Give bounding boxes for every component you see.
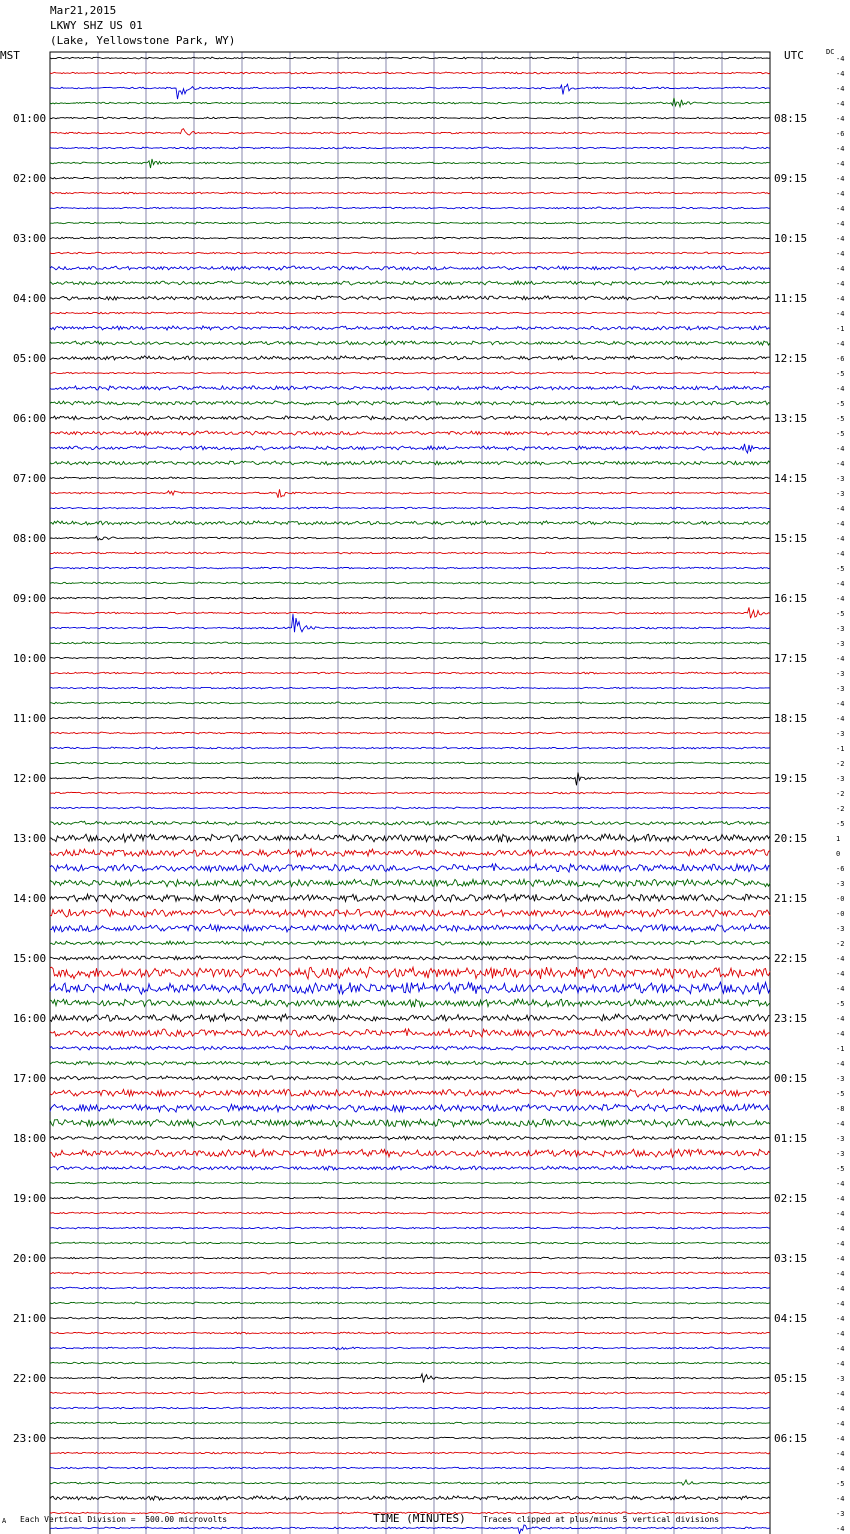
utc-hour-label: 15:15 — [774, 532, 808, 545]
dc-offset-label: -3 — [836, 730, 845, 738]
dc-offset-label: -5 — [836, 1000, 845, 1008]
dc-offset-label: -4 — [836, 145, 845, 153]
trace-row-7 — [50, 159, 770, 168]
utc-hour-label: 13:15 — [774, 412, 808, 425]
dc-offset-label: -4 — [836, 595, 845, 603]
utc-hour-label: 18:15 — [774, 712, 808, 725]
trace-row-0 — [50, 57, 770, 59]
trace-row-1 — [50, 72, 770, 74]
trace-row-41 — [50, 672, 770, 674]
dc-offset-label: -1 — [836, 745, 845, 753]
mst-hour-label: 20:00 — [13, 1252, 47, 1265]
trace-row-79 — [50, 1242, 770, 1244]
trace-row-51 — [50, 821, 770, 825]
trace-row-73 — [50, 1149, 770, 1157]
trace-row-53 — [50, 849, 770, 857]
trace-row-45 — [50, 732, 770, 734]
trace-row-46 — [50, 747, 770, 749]
trace-row-3 — [50, 98, 770, 107]
trace-row-31 — [50, 521, 770, 525]
dc-offset-label: -4 — [836, 1405, 845, 1413]
mst-hour-label: 18:00 — [13, 1132, 47, 1145]
trace-row-42 — [50, 687, 770, 689]
dc-offset-label: -5 — [836, 415, 845, 423]
dc-offset-label: -2 — [836, 805, 845, 813]
dc-offset-label: -4 — [836, 190, 845, 198]
dc-offset-label: -4 — [836, 550, 845, 558]
trace-row-92 — [50, 1437, 770, 1439]
dc-offset-label: -3 — [836, 490, 845, 498]
trace-row-67 — [50, 1061, 770, 1065]
dc-offset-label: -4 — [836, 1300, 845, 1308]
trace-row-70 — [50, 1104, 770, 1112]
dc-offset-label: -4 — [836, 1495, 845, 1503]
dc-offset-label: -3 — [836, 1135, 845, 1143]
trace-row-62 — [50, 982, 770, 994]
dc-offset-label: -4 — [836, 175, 845, 183]
trace-row-44 — [50, 717, 770, 719]
trace-row-6 — [50, 147, 770, 149]
mst-hour-label: 19:00 — [13, 1192, 47, 1205]
trace-row-61 — [50, 967, 770, 979]
trace-row-12 — [50, 237, 770, 239]
dc-offset-label: -4 — [836, 385, 845, 393]
dc-offset-label: -4 — [836, 460, 845, 468]
dc-offset-label: -4 — [836, 1255, 845, 1263]
utc-hour-label: 03:15 — [774, 1252, 808, 1265]
mst-hour-label: 13:00 — [13, 832, 47, 845]
dc-offset-label: -4 — [836, 85, 845, 93]
trace-row-8 — [50, 177, 770, 179]
dc-offset-label: -4 — [836, 1450, 845, 1458]
mst-hour-label: 17:00 — [13, 1072, 47, 1085]
x-axis-label: TIME (MINUTES) — [373, 1512, 466, 1525]
trace-row-69 — [50, 1089, 770, 1097]
dc-offset-label: -4 — [836, 160, 845, 168]
trace-row-16 — [50, 296, 770, 300]
dc-offset-label: -5 — [836, 430, 845, 438]
mst-hour-label: 22:00 — [13, 1372, 47, 1385]
trace-row-82 — [50, 1287, 770, 1289]
mst-hour-label: 05:00 — [13, 352, 47, 365]
dc-axis-title: DC — [826, 48, 835, 56]
utc-axis-title: UTC — [784, 49, 804, 62]
trace-row-74 — [50, 1166, 770, 1170]
trace-row-57 — [50, 909, 770, 917]
dc-offset-label: -4 — [836, 1330, 845, 1338]
trace-row-63 — [50, 999, 770, 1007]
utc-hour-label: 22:15 — [774, 952, 808, 965]
dc-offset-label: -4 — [836, 520, 845, 528]
trace-row-9 — [50, 192, 770, 194]
mst-hour-label: 12:00 — [13, 772, 47, 785]
dc-offset-label: -4 — [836, 1240, 845, 1248]
trace-row-29 — [50, 489, 770, 498]
dc-offset-label: -6 — [836, 355, 845, 363]
dc-offset-label: -4 — [836, 580, 845, 588]
dc-offset-label: -4 — [836, 445, 845, 453]
trace-row-14 — [50, 266, 770, 270]
utc-hour-label: 00:15 — [774, 1072, 808, 1085]
dc-offset-label: -4 — [836, 1180, 845, 1188]
plot-date: Mar21,2015 — [50, 4, 117, 17]
trace-row-47 — [50, 762, 770, 764]
trace-row-10 — [50, 207, 770, 209]
utc-hour-label: 20:15 — [774, 832, 808, 845]
mst-hour-label: 06:00 — [13, 412, 47, 425]
trace-row-81 — [50, 1272, 770, 1274]
dc-offset-label: -4 — [836, 1465, 845, 1473]
dc-offset-label: -2 — [836, 940, 845, 948]
mst-hour-label: 10:00 — [13, 652, 47, 665]
dc-offset-label: -3 — [836, 625, 845, 633]
trace-row-60 — [50, 956, 770, 960]
dc-offset-label: -1 — [836, 325, 845, 333]
dc-offset-label: -6 — [836, 130, 845, 138]
dc-offset-label: -4 — [836, 1360, 845, 1368]
trace-row-55 — [50, 879, 770, 887]
dc-offset-label: -4 — [836, 700, 845, 708]
dc-offset-label: -4 — [836, 310, 845, 318]
dc-offset-label: -5 — [836, 610, 845, 618]
utc-hour-label: 09:15 — [774, 172, 808, 185]
trace-row-85 — [50, 1332, 770, 1334]
mst-hour-label: 23:00 — [13, 1432, 47, 1445]
trace-row-80 — [50, 1257, 770, 1259]
dc-offset-label: -4 — [836, 970, 845, 978]
trace-row-43 — [50, 702, 770, 704]
dc-offset-label: -5 — [836, 565, 845, 573]
dc-offset-label: -3 — [836, 1510, 845, 1518]
trace-row-25 — [50, 431, 770, 435]
utc-hour-label: 14:15 — [774, 472, 808, 485]
utc-hour-label: 23:15 — [774, 1012, 808, 1025]
trace-row-5 — [50, 129, 770, 135]
utc-hour-label: 12:15 — [774, 352, 808, 365]
trace-row-22 — [50, 386, 770, 390]
mst-hour-label: 02:00 — [13, 172, 47, 185]
trace-row-19 — [50, 341, 770, 345]
dc-offset-label: -3 — [836, 1150, 845, 1158]
dc-offset-label: 1 — [836, 835, 841, 843]
trace-row-23 — [50, 401, 770, 405]
dc-offset-label: -2 — [836, 760, 845, 768]
dc-offset-label: -5 — [836, 820, 845, 828]
station-location: (Lake, Yellowstone Park, WY) — [50, 34, 236, 47]
utc-hour-label: 08:15 — [774, 112, 808, 125]
dc-offset-label: -3 — [836, 475, 845, 483]
dc-offset-label: -4 — [836, 1435, 845, 1443]
mst-hour-label: 15:00 — [13, 952, 47, 965]
dc-offset-label: -4 — [836, 55, 845, 63]
dc-offset-label: -3 — [836, 1075, 845, 1083]
mst-hour-label: 07:00 — [13, 472, 47, 485]
dc-offset-label: -4 — [836, 280, 845, 288]
clip-note: Traces clipped at plus/minus 5 vertical divisions — [483, 1515, 720, 1524]
utc-hour-label: 11:15 — [774, 292, 808, 305]
trace-row-86 — [50, 1347, 770, 1350]
trace-row-4 — [50, 117, 770, 119]
dc-offset-label: -3 — [836, 925, 845, 933]
trace-row-48 — [50, 772, 770, 785]
dc-offset-label: -4 — [836, 1390, 845, 1398]
dc-offset-label: -4 — [836, 1225, 845, 1233]
trace-row-13 — [50, 252, 770, 254]
dc-offset-label: -0 — [836, 910, 845, 918]
dc-offset-label: -4 — [836, 295, 845, 303]
dc-offset-label: -4 — [836, 205, 845, 213]
trace-row-78 — [50, 1227, 770, 1229]
utc-hour-label: 10:15 — [774, 232, 808, 245]
dc-offset-label: -3 — [836, 880, 845, 888]
trace-row-66 — [50, 1046, 770, 1050]
trace-row-24 — [50, 416, 770, 420]
trace-row-83 — [50, 1302, 770, 1304]
trace-row-72 — [50, 1136, 770, 1140]
trace-row-75 — [50, 1182, 770, 1184]
trace-row-17 — [50, 312, 770, 314]
dc-offset-label: -4 — [836, 535, 845, 543]
dc-offset-label: -4 — [836, 1420, 845, 1428]
trace-row-30 — [50, 507, 770, 509]
trace-row-2 — [50, 84, 770, 99]
mst-hour-label: 11:00 — [13, 712, 47, 725]
trace-row-49 — [50, 792, 770, 794]
trace-row-96 — [50, 1496, 770, 1500]
trace-row-90 — [50, 1407, 770, 1409]
dc-offset-label: -4 — [836, 220, 845, 228]
trace-row-68 — [50, 1076, 770, 1080]
trace-row-98 — [50, 1525, 770, 1534]
trace-row-36 — [50, 597, 770, 599]
dc-offset-label: -5 — [836, 400, 845, 408]
trace-row-38 — [50, 614, 770, 632]
trace-row-26 — [50, 444, 770, 453]
trace-row-87 — [50, 1362, 770, 1364]
utc-hour-label: 16:15 — [774, 592, 808, 605]
trace-row-11 — [50, 222, 770, 224]
dc-offset-label: -4 — [836, 1060, 845, 1068]
dc-offset-label: -5 — [836, 1480, 845, 1488]
utc-hour-label: 01:15 — [774, 1132, 808, 1145]
trace-row-27 — [50, 461, 770, 465]
trace-row-21 — [50, 372, 770, 374]
trace-row-18 — [50, 326, 770, 330]
dc-offset-label: -4 — [836, 505, 845, 513]
mst-axis-title: MST — [0, 49, 20, 62]
utc-hour-label: 04:15 — [774, 1312, 808, 1325]
dc-offset-label: -4 — [836, 70, 845, 78]
trace-row-32 — [50, 536, 770, 540]
utc-hour-label: 21:15 — [774, 892, 808, 905]
trace-row-58 — [50, 924, 770, 932]
trace-row-94 — [50, 1467, 770, 1469]
trace-row-71 — [50, 1119, 770, 1127]
dc-offset-label: -4 — [836, 1015, 845, 1023]
dc-offset-label: -5 — [836, 1090, 845, 1098]
mst-hour-label: 01:00 — [13, 112, 47, 125]
trace-row-89 — [50, 1392, 770, 1394]
trace-row-40 — [50, 657, 770, 659]
dc-offset-label: -4 — [836, 265, 845, 273]
dc-offset-label: 0 — [836, 850, 841, 858]
trace-row-28 — [50, 477, 770, 479]
trace-row-93 — [50, 1452, 770, 1454]
mst-hour-label: 21:00 — [13, 1312, 47, 1325]
trace-row-95 — [50, 1480, 770, 1485]
footer-mark: A — [2, 1517, 7, 1525]
utc-hour-label: 05:15 — [774, 1372, 808, 1385]
dc-offset-label: -3 — [836, 685, 845, 693]
dc-offset-label: -4 — [836, 235, 845, 243]
scale-note: Each Vertical Division = 500.00 microvolts — [20, 1515, 228, 1524]
dc-offset-label: -4 — [836, 1270, 845, 1278]
mst-hour-label: 03:00 — [13, 232, 47, 245]
dc-offset-label: -4 — [836, 955, 845, 963]
utc-hour-label: 17:15 — [774, 652, 808, 665]
trace-row-65 — [50, 1029, 770, 1037]
dc-offset-label: -4 — [836, 340, 845, 348]
utc-hour-label: 06:15 — [774, 1432, 808, 1445]
dc-offset-label: -5 — [836, 1165, 845, 1173]
dc-offset-label: -4 — [836, 1210, 845, 1218]
dc-offset-label: -4 — [836, 100, 845, 108]
trace-row-50 — [50, 807, 770, 809]
trace-row-91 — [50, 1422, 770, 1424]
utc-hour-label: 02:15 — [774, 1192, 808, 1205]
dc-offset-label: -4 — [836, 1315, 845, 1323]
trace-row-34 — [50, 567, 770, 569]
dc-offset-label: -3 — [836, 670, 845, 678]
trace-row-39 — [50, 642, 770, 644]
trace-row-52 — [50, 834, 770, 842]
mst-hour-label: 04:00 — [13, 292, 47, 305]
dc-offset-label: -3 — [836, 640, 845, 648]
dc-offset-label: -4 — [836, 1285, 845, 1293]
dc-offset-label: -1 — [836, 1045, 845, 1053]
dc-offset-label: -3 — [836, 775, 845, 783]
dc-offset-label: -6 — [836, 865, 845, 873]
trace-row-35 — [50, 582, 770, 584]
mst-hour-label: 16:00 — [13, 1012, 47, 1025]
trace-row-54 — [50, 864, 770, 872]
dc-offset-label: -8 — [836, 1105, 845, 1113]
trace-row-76 — [50, 1197, 770, 1199]
trace-row-64 — [50, 1014, 770, 1022]
dc-offset-label: -4 — [836, 985, 845, 993]
trace-row-88 — [50, 1374, 770, 1383]
dc-offset-label: -4 — [836, 1195, 845, 1203]
trace-row-56 — [50, 894, 770, 902]
mst-hour-label: 14:00 — [13, 892, 47, 905]
dc-offset-label: -0 — [836, 895, 845, 903]
dc-offset-label: -4 — [836, 115, 845, 123]
mst-hour-label: 09:00 — [13, 592, 47, 605]
dc-offset-label: -4 — [836, 250, 845, 258]
dc-offset-label: -4 — [836, 655, 845, 663]
dc-offset-label: -4 — [836, 1345, 845, 1353]
trace-row-15 — [50, 281, 770, 285]
dc-offset-label: -4 — [836, 1120, 845, 1128]
dc-offset-label: -3 — [836, 1375, 845, 1383]
trace-row-59 — [50, 941, 770, 945]
trace-row-77 — [50, 1212, 770, 1214]
dc-offset-label: -4 — [836, 1525, 845, 1533]
dc-offset-label: -4 — [836, 1030, 845, 1038]
trace-row-84 — [50, 1317, 770, 1319]
mst-hour-label: 08:00 — [13, 532, 47, 545]
station-code: LKWY SHZ US 01 — [50, 19, 143, 32]
dc-offset-label: -5 — [836, 370, 845, 378]
utc-hour-label: 19:15 — [774, 772, 808, 785]
dc-offset-label: -2 — [836, 790, 845, 798]
trace-row-37 — [50, 607, 770, 618]
trace-row-33 — [50, 552, 770, 554]
dc-offset-label: -4 — [836, 715, 845, 723]
trace-row-20 — [50, 356, 770, 360]
